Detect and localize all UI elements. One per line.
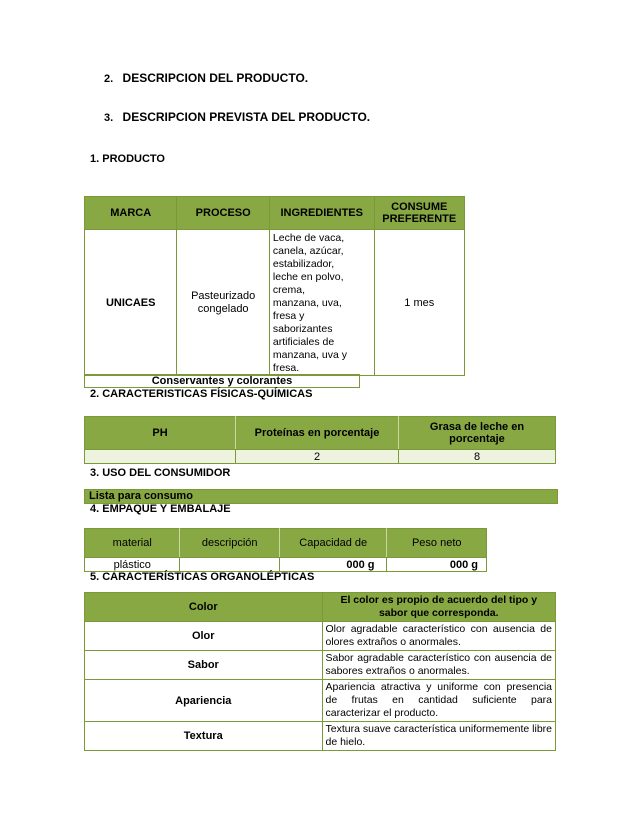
- header-material: material: [85, 529, 180, 558]
- section-3-title: 3. USO DEL CONSUMIDOR: [90, 467, 231, 479]
- ingredient-line: leche en polvo,: [272, 271, 344, 283]
- cell-ingredientes: [269, 230, 374, 376]
- ingredient-line: saborizantes: [272, 323, 333, 335]
- row-desc: Sabor agradable característico con ausencia de sabores extraños o anormales.: [322, 651, 556, 680]
- header-ingredientes: INGREDIENTES: [269, 197, 374, 230]
- cell-descripcion: [180, 558, 279, 572]
- header-marca: MARCA: [85, 197, 177, 230]
- ingredient-line: artificiales de: [272, 336, 335, 348]
- header-grasa: Grasa de leche en porcentaje: [399, 417, 556, 450]
- cell-material: plástico: [85, 558, 180, 572]
- ingredient-line: crema,: [272, 284, 305, 296]
- cell-grasa: 8: [399, 450, 556, 464]
- heading-2: [104, 71, 308, 85]
- product-table: [84, 196, 465, 376]
- uso-box: Lista para consumo: [84, 489, 558, 504]
- header-proteinas: Proteínas en porcentaje: [236, 417, 399, 450]
- cell-proteinas: 2: [236, 450, 399, 464]
- row-desc: Apariencia atractiva y uniforme con presencia de frutas en cantidad suficiente para caracterizar el producto.: [322, 680, 556, 722]
- section-4-title: 4. EMPAQUE Y EMBALAJE: [90, 503, 231, 515]
- ingredient-line: fresa.: [272, 362, 300, 374]
- cell-proceso: [177, 230, 269, 376]
- section-1-title: 1. PRODUCTO: [90, 153, 165, 165]
- row-desc: Olor agradable característico con ausencia de olores extraños o anormales.: [322, 622, 556, 651]
- header-capacidad: Capacidad de: [279, 529, 387, 558]
- header-ph: PH: [85, 417, 236, 450]
- row-desc: El color es propio de acuerdo del tipo y sabor que corresponda.: [322, 593, 556, 622]
- header-proceso: PROCESO: [177, 197, 269, 230]
- organoleptic-table: [84, 592, 556, 751]
- ingredient-line: canela, azúcar,: [272, 245, 344, 257]
- row-label: Olor: [85, 622, 323, 651]
- cell-consume: 1 mes: [374, 230, 464, 376]
- cell-ph: [85, 450, 236, 464]
- ingredient-line: manzana, uva y: [272, 349, 348, 361]
- row-label: Apariencia: [85, 680, 323, 722]
- heading-2-text: DESCRIPCION DEL PRODUCTO.: [122, 71, 309, 85]
- row-label: Textura: [85, 722, 323, 751]
- heading-3-number: 3.: [104, 112, 114, 124]
- cell-peso: 000 g: [387, 558, 487, 572]
- row-label: Color: [85, 593, 323, 622]
- conservantes-box: Conservantes y colorantes: [84, 374, 360, 388]
- ingredient-line: Leche de vaca,: [272, 232, 345, 244]
- ingredient-line: manzana, uva,: [272, 297, 342, 309]
- heading-3-text: DESCRIPCION PREVISTA DEL PRODUCTO.: [122, 110, 371, 124]
- cell-marca: UNICAES: [85, 230, 177, 376]
- header-descripcion: descripción: [180, 529, 279, 558]
- proceso-text: Pasteurizado congelado: [191, 289, 256, 315]
- row-desc: Textura suave característica uniformemente libre de hielo.: [322, 722, 556, 751]
- heading-3: [104, 110, 370, 124]
- ingredient-line: estabilizador,: [272, 258, 335, 270]
- ingredient-line: fresa y: [272, 310, 305, 322]
- heading-2-number: 2.: [104, 73, 114, 85]
- package-table: [84, 528, 487, 572]
- header-consume: CONSUME PREFERENTE: [374, 197, 464, 230]
- row-label: Sabor: [85, 651, 323, 680]
- section-5-title: 5. CARACTERÍSTICAS ORGANOLÉPTICAS: [90, 571, 315, 583]
- physchem-table: [84, 416, 556, 464]
- cell-capacidad: 000 g: [279, 558, 387, 572]
- section-2-title: 2. CARACTERISTICAS FÍSICAS-QUÍMICAS: [90, 388, 313, 400]
- header-peso: Peso neto: [387, 529, 487, 558]
